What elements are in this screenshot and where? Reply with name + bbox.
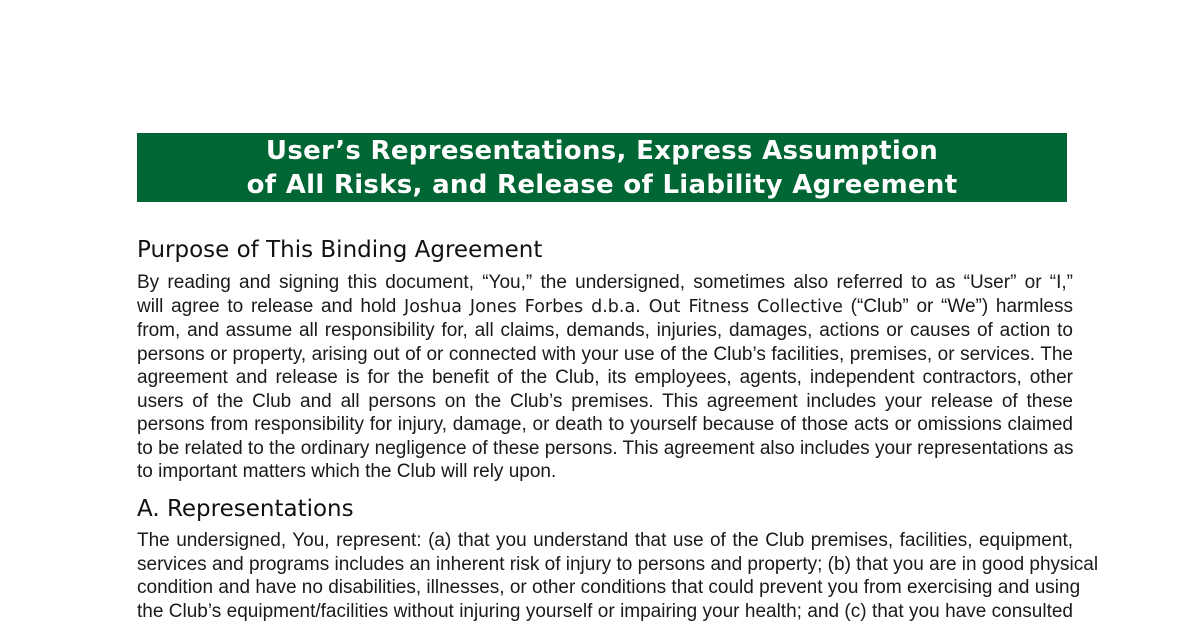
section-heading-representations: A. Representations xyxy=(137,496,354,522)
club-name: Joshua Jones Forbes d.b.a. Out Fitness Collective xyxy=(404,296,843,317)
banner-title-line-1: User’s Representations, Express Assumption xyxy=(265,136,939,166)
paragraph-line: the Club’s equipment/facilities without injuring yourself or impairing your health; and (c) that you have consulted xyxy=(137,600,1073,622)
paragraph-line: The undersigned, You, represent: (a) that you understand that use of the Club premises, facilities, equipment, xyxy=(137,530,1073,551)
paragraph-line: agreement and release is for the benefit of the Club, its employees, agents, independent contractors, other xyxy=(137,367,1073,388)
paragraph-line: users of the Club and all persons on the Club’s premises. This agreement includes your release of these xyxy=(137,390,1073,412)
paragraph-line: persons or property, arising out of or connected with your use of the Club’s facilities, premises, or services. The xyxy=(137,343,1073,365)
release-clause-prefix: will agree to release and hold xyxy=(137,295,397,317)
paragraph-line: condition and have no disabilities, illnesses, or other conditions that could prevent you from exercising and using xyxy=(137,577,1081,598)
title-banner xyxy=(137,133,1067,202)
paragraph-line: services and programs includes an inherent risk of injury to persons and property; (b) that you are in good physical xyxy=(137,553,1099,575)
paragraph-line: persons from responsibility for injury, damage, or death to yourself because of those acts or omissions claimed xyxy=(137,414,1073,435)
club-alias: (“Club” or “We”) xyxy=(850,295,989,317)
banner-title-line-2: of All Risks, and Release of Liability Agreement xyxy=(246,170,958,200)
paragraph-line: from, and assume all responsibility for, all claims, demands, injuries, damages, actions or causes of action to xyxy=(137,320,1073,341)
representations-paragraph xyxy=(137,529,1099,623)
purpose-paragraph xyxy=(137,271,1073,484)
document-page xyxy=(137,133,1099,622)
paragraph-line xyxy=(137,295,1073,320)
paragraph-line: to be related to the ordinary negligence of these persons. This agreement also includes your representations as xyxy=(137,437,1074,459)
section-heading-purpose: Purpose of This Binding Agreement xyxy=(137,237,543,263)
paragraph-line: to important matters which the Club will rely upon. xyxy=(137,461,557,482)
release-clause-suffix: harmless xyxy=(995,295,1073,317)
paragraph-line: By reading and signing this document, “You,” the undersigned, sometimes also referred to as “User” or “I,” xyxy=(137,272,1073,293)
